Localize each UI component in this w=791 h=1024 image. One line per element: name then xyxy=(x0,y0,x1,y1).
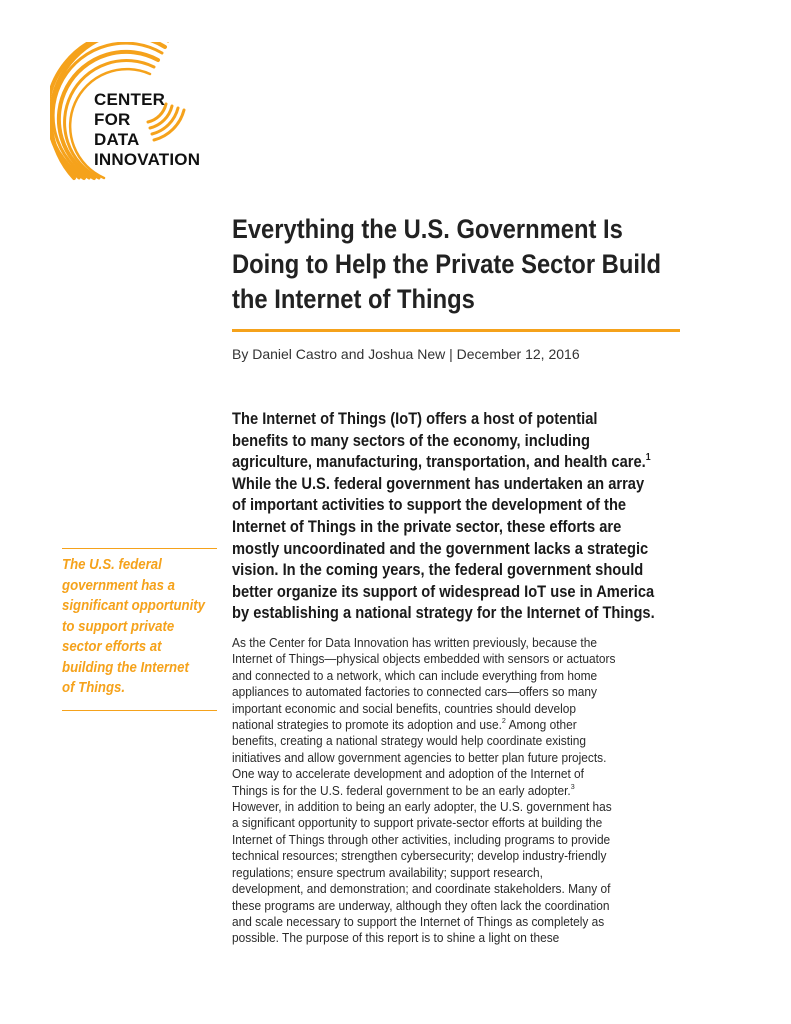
lead-line: benefits to many sectors of the economy, including xyxy=(232,430,590,450)
body-line xyxy=(232,783,697,799)
pullquote-rule-bottom xyxy=(62,710,217,711)
title-line-3: the Internet of Things xyxy=(232,284,475,314)
body-line: One way to accelerate development and adoption of the Internet of xyxy=(232,766,584,782)
report-title xyxy=(232,212,698,317)
body-line: these programs are underway, although they often lack the coordination xyxy=(232,897,610,913)
pullquote xyxy=(62,555,216,699)
logo-line-innovation: INNOVATION xyxy=(94,150,201,169)
body-line-text: Things is for the U.S. federal government to be an early adopter. xyxy=(232,782,571,798)
body-line: appliances to automated factories to connected cars—offers so many xyxy=(232,684,597,700)
body-line: However, in addition to being an early adopter, the U.S. government has xyxy=(232,799,612,815)
body-line: Internet of Things through other activities, including programs to provide xyxy=(232,831,611,847)
body-line: a significant opportunity to support private-sector efforts at building the xyxy=(232,815,603,831)
lead-line: Internet of Things in the private sector, these efforts are xyxy=(232,516,622,536)
lead-line: better organize its support of widespread IoT use in America xyxy=(232,581,655,601)
lead-line: by establishing a national strategy for the Internet of Things. xyxy=(232,603,655,623)
pullquote-line: of Things. xyxy=(62,679,126,696)
footnote-ref[interactable]: 1 xyxy=(645,451,651,463)
lead-line: of important activities to support the development of the xyxy=(232,495,627,515)
logo-line-data: DATA xyxy=(94,130,140,149)
lead-paragraph xyxy=(232,408,683,624)
pullquote-line: government has a xyxy=(62,576,175,594)
body-line: important economic and social benefits, countries should develop xyxy=(232,700,577,716)
footnote-ref[interactable]: 3 xyxy=(570,781,575,791)
body-line: and scale necessary to support the Internet of Things as completely as xyxy=(232,913,605,929)
pullquote-line: to support private xyxy=(62,617,175,635)
center-for-data-innovation-logo xyxy=(50,42,225,182)
lead-line: While the U.S. federal government has undertaken an array xyxy=(232,473,645,493)
lead-line: mostly uncoordinated and the government lacks a strategic xyxy=(232,538,649,558)
body-line-text: national strategies to promote its adoption and use. xyxy=(232,717,502,733)
byline: By Daniel Castro and Joshua New | December 12, 2016 xyxy=(232,346,580,362)
logo-line-center: CENTER xyxy=(94,90,166,109)
body-line: As the Center for Data Innovation has written previously, because the xyxy=(232,635,597,650)
body-line: benefits, creating a national strategy would help coordinate existing xyxy=(232,733,586,749)
pullquote-line: building the Internet xyxy=(62,658,189,676)
body-line: and connected to a network, which can include everything from home xyxy=(232,667,598,683)
body-line: possible. The purpose of this report is to shine a light on these xyxy=(232,930,560,946)
body-line-text: Among other xyxy=(505,717,577,733)
title-line-1: Everything the U.S. Government Is xyxy=(232,214,623,244)
logo-wordmark xyxy=(94,90,200,170)
body-line xyxy=(232,717,697,733)
body-line: technical resources; strengthen cybersecurity; develop industry-friendly xyxy=(232,848,607,864)
lead-line: The Internet of Things (IoT) offers a host of potential xyxy=(232,409,598,428)
body-line: initiatives and allow government agencies to better plan future projects. xyxy=(232,749,607,765)
body-line: development, and demonstration; and coordinate stakeholders. Many of xyxy=(232,881,611,897)
lead-line xyxy=(232,451,683,473)
body-paragraph xyxy=(232,635,697,947)
body-line: Internet of Things—physical objects embedded with sensors or actuators xyxy=(232,651,616,667)
pullquote-line: The U.S. federal xyxy=(62,556,162,573)
footnote-ref[interactable]: 2 xyxy=(501,716,506,725)
lead-line-text: agriculture, manufacturing, transportation, and health care. xyxy=(232,452,646,472)
pullquote-rule-top xyxy=(62,548,217,549)
title-divider xyxy=(232,329,680,332)
pullquote-line: significant opportunity xyxy=(62,597,205,614)
pullquote-line: sector efforts at xyxy=(62,638,162,655)
lead-line: vision. In the coming years, the federal government should xyxy=(232,560,644,580)
title-line-2: Doing to Help the Private Sector Build xyxy=(232,249,662,279)
body-line: regulations; ensure spectrum availability; support research, xyxy=(232,864,543,880)
logo-line-for: FOR xyxy=(94,110,131,129)
